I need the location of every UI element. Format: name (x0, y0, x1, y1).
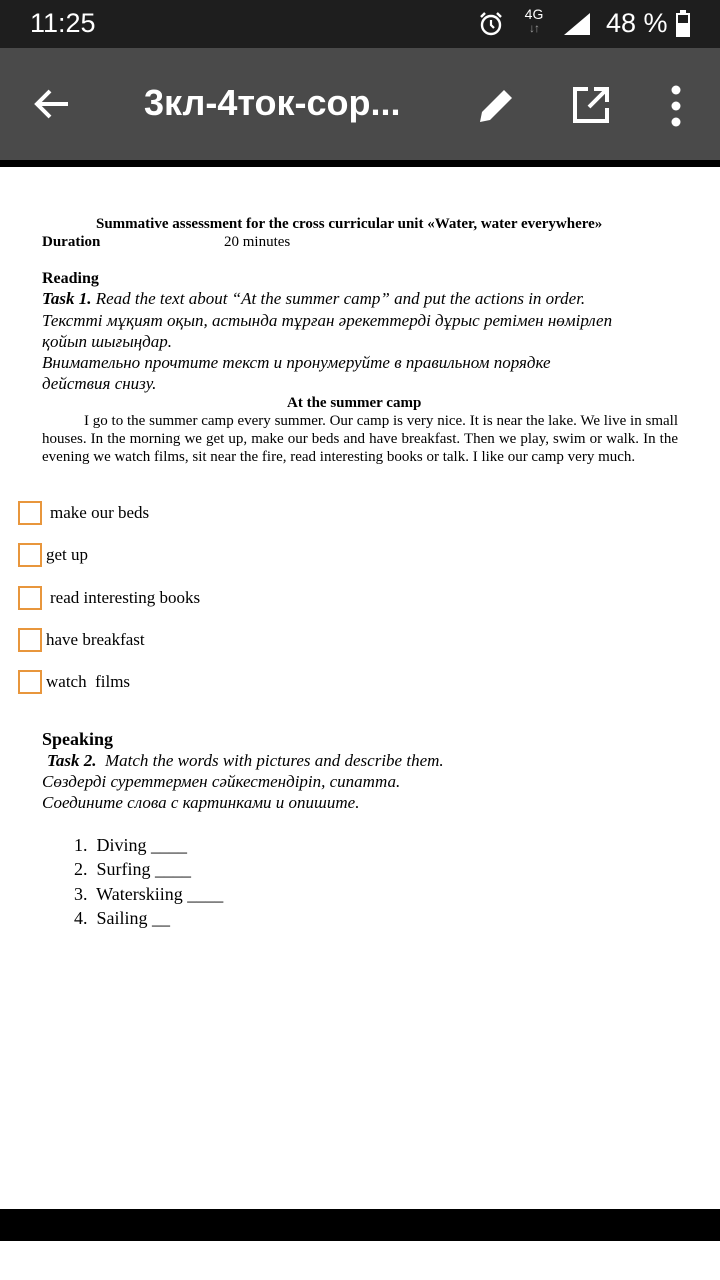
reading-section-label: Reading (42, 270, 99, 287)
assessment-heading: Summative assessment for the cross curricular unit «Water, water everywhere» (96, 216, 603, 232)
action-label: watch films (46, 672, 131, 691)
network-arrows: ↓↑ (529, 21, 539, 35)
toolbar-divider (0, 160, 720, 167)
next-page-area (0, 1241, 720, 1280)
story-text: I go to the summer camp every summer. Our camp is very nice. It is near the lake. We live in small houses. In the morning we get up, make our beds and have breakfast. Then we play, swim or walk. In the evening we watch films, sit near the fire, read interesting books or talk. I like our camp very much. (42, 413, 678, 465)
task1-kz-line2: қойып шығыңдар. (42, 332, 172, 351)
task1-instruction (42, 289, 585, 309)
back-arrow-icon[interactable] (32, 86, 72, 122)
task2-instruction (47, 751, 444, 771)
action-checkbox[interactable] (18, 628, 42, 652)
action-checkbox[interactable] (18, 501, 42, 525)
app-toolbar (0, 48, 720, 160)
task2-kz: Сөздерді суреттермен сәйкестендіріп, сипатта. (42, 772, 401, 791)
document-title: 3кл-4ток-сор... (144, 82, 401, 123)
task1-text: Read the text about “At the summer camp” and put the actions in order. (95, 289, 586, 308)
match-item: 1. Diving ____ (74, 835, 188, 855)
network-type: 4G (524, 6, 544, 22)
network-indicator (521, 7, 547, 35)
duration-value: 20 minutes (224, 234, 291, 250)
edit-pencil-icon[interactable] (476, 84, 518, 126)
action-label: make our beds (50, 503, 150, 522)
duration-label: Duration (42, 234, 101, 250)
task1-ru-line1: Внимательно прочтите текст и пронумеруйте в правильном порядке (42, 353, 551, 372)
battery-percent: 48 % (606, 8, 668, 38)
open-external-icon[interactable] (572, 86, 610, 124)
task2-label: Task 2. (47, 751, 97, 770)
status-time: 11:25 (30, 8, 96, 38)
action-checkbox[interactable] (18, 670, 42, 694)
action-item (18, 542, 88, 568)
action-item (18, 669, 130, 695)
action-checkbox[interactable] (18, 586, 42, 610)
action-label: read interesting books (50, 588, 201, 607)
action-item (18, 627, 145, 653)
action-item (18, 500, 149, 526)
action-label: get up (46, 545, 89, 564)
task2-text: Match the words with pictures and describe them. (104, 751, 444, 770)
page-bottom-edge (0, 1209, 720, 1241)
match-item: 2. Surfing ____ (74, 859, 191, 879)
match-item: 3. Waterskiing ____ (74, 884, 224, 904)
signal-icon (562, 11, 592, 37)
alarm-icon (478, 11, 504, 37)
story-paragraph (42, 412, 678, 466)
task1-kz-line1: Текстті мұқият оқып, астында тұрған әрекеттерді дұрыс ретімен нөмірлеп (42, 311, 613, 330)
document-page (0, 167, 720, 1209)
status-bar (0, 0, 720, 48)
more-vert-icon[interactable] (662, 84, 690, 128)
task1-label: Task 1. (42, 289, 92, 308)
task2-ru: Соедините слова с картинками и опишите. (42, 793, 360, 812)
action-checkbox[interactable] (18, 543, 42, 567)
action-label: have breakfast (46, 630, 145, 649)
task1-ru-line2: действия снизу. (42, 374, 157, 393)
story-title: At the summer camp (287, 395, 422, 411)
action-item (18, 585, 200, 611)
match-item: 4. Sailing __ (74, 908, 171, 928)
battery-icon (675, 10, 691, 38)
speaking-section-label: Speaking (42, 729, 114, 749)
